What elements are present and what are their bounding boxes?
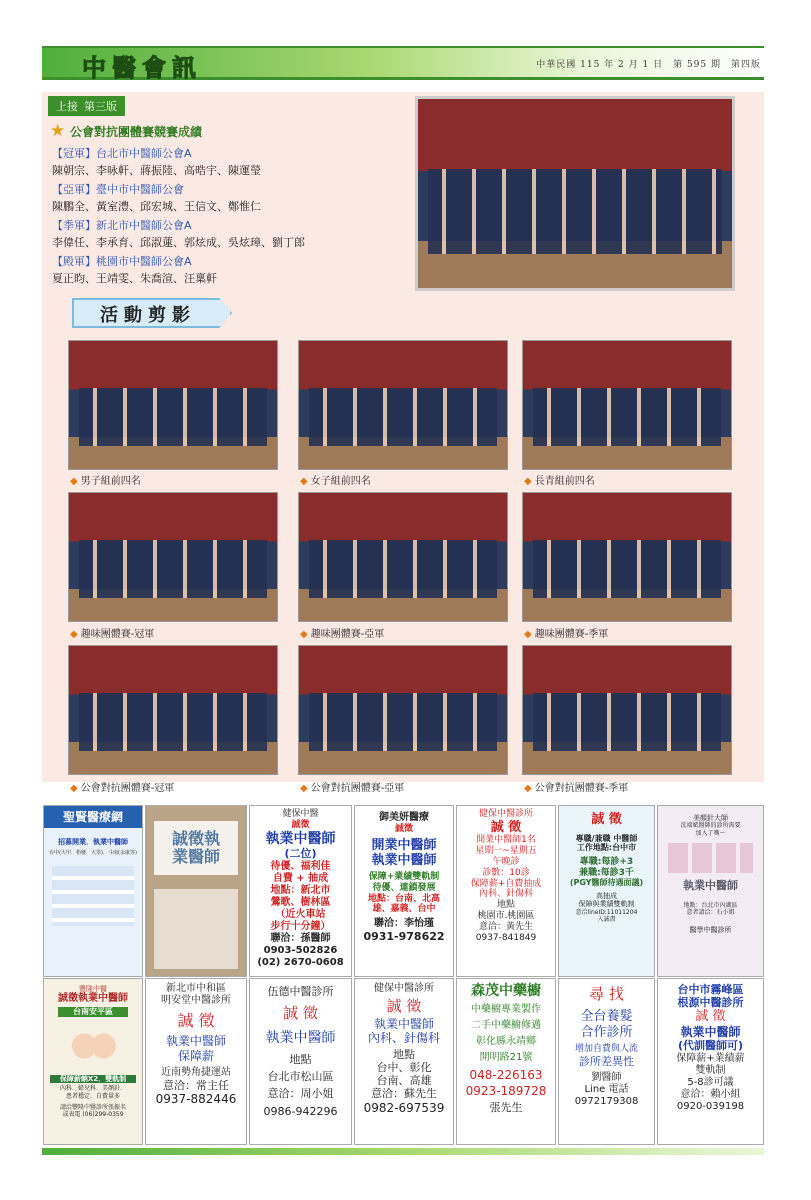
caption-6: ◆ 趣味團體賽-季軍	[524, 629, 609, 640]
ad-yumeiyan: 御美妍醫療 誠徵 開業中醫師 執業中醫師 保障+業績雙軌制 待優、連鎖發展 地點：台南、北高 雄、嘉義、台中 聯洽：李怡瑾 0931-978622	[354, 805, 454, 977]
continued-label: 上接	[56, 100, 78, 113]
photo-senior-top4	[522, 340, 732, 470]
ad-shengxian: 聖賢醫療網 招募開業．執業中醫師 台中(大甲．梧棲．大里)．斗南(永康等)	[43, 805, 143, 977]
footer-band	[42, 1148, 764, 1155]
caption-2: ◆ 女子組前四名	[300, 476, 371, 487]
ad-health-clinic-multi: 健保中醫診所 誠 徵 執業中醫師 內科、針傷科 地點 台中、彰化 台南、高雄 意洽：蘇先生 0982-697539	[354, 978, 454, 1145]
ad-genyuan: 台中市霧峰區 根源中醫診所 誠 徵 執業中醫師 (代訓醫師可) 保障薪+業績薪 雙軌制 5-8診可議 意洽：賴小組 0920-039198	[657, 978, 764, 1145]
caption-4: ◆ 趣味團體賽-冠軍	[70, 629, 155, 640]
photo-fun-third	[522, 492, 732, 622]
group-photo	[415, 96, 735, 291]
issue-info: 中華民國 115 年 2 月 1 日 第 595 期 第四版	[536, 60, 761, 70]
ad-fenglong: 豐隆中醫 誠徵執業中醫師 台南安平區 保障薪餉X2．雙軌制 內科．婦兒科．美顏針． 患者穩定．自費量多 請洽豐隆中醫診所張振名 或表電 (06)299-0359	[43, 978, 143, 1145]
ad-hair-partner: 尋 找 全台養髮 合作診所 增加自費與人流 診所差異性 劉醫師 Line 電話 0972179308	[558, 978, 655, 1145]
ad-wude: 伍德中醫診所 誠 徵 執業中醫師 地點 台北市松山區 意洽：周小姐 0986-942296	[249, 978, 352, 1145]
photo-union-runner-up	[298, 645, 508, 775]
photo-union-champion	[68, 645, 278, 775]
result-fourth: 【殿軍】桃園市中醫師公會A	[52, 255, 192, 268]
caption-9: ◆ 公會對抗團體賽-季軍	[524, 783, 629, 794]
ad-meiyanzhen: 美顏針大師 沈端斌醫師的診所需要 加入了嗎～ 執業中醫師 地點：台北市內湖區 意者請洽：石小姐 醫學中醫診所	[657, 805, 764, 977]
result-third-names: 李偉任、李承育、邱淑蓮、郭炫成、吳炫璋、劉丁郎	[52, 236, 305, 249]
ad-senmao: 森茂中藥櫥 中藥櫥專業製作 二手中藥櫥修邁 彰化縣永靖鄉 開明路21號 048-226163 0923-189728 張先生	[456, 978, 556, 1145]
caption-7: ◆ 公會對抗團體賽-冠軍	[70, 783, 175, 794]
photo-women-top4	[298, 340, 508, 470]
ad-health-clinic-taoyuan: 健保中醫診所 誠 徵 開業中醫師1名 星期一~星期五 午晚診 診數：10診 保障薪+自費抽成 內科、針傷科 地點 桃園市.桃園區 意洽：黃先生 0937-841849	[456, 805, 556, 977]
result-runner-up: 【亞軍】臺中市中醫師公會	[52, 183, 184, 196]
continued-section: 第三版	[84, 100, 117, 113]
ad-minganzhang: 新北市中和區 明安堂中醫診所 誠 徵 執業中醫師 保障薪 近南勢角捷運站 意洽：常主任 0937-882446	[145, 978, 247, 1145]
continued-tag	[48, 96, 125, 116]
caption-8: ◆ 公會對抗團體賽-亞軍	[300, 783, 405, 794]
caption-5: ◆ 趣味團體賽-亞軍	[300, 629, 385, 640]
result-fourth-names: 夏正昀、王靖雯、朱喬渲、汪稟軒	[52, 272, 217, 285]
star-icon: ★	[50, 121, 66, 141]
ad-recruit-doctor: 誠徵執業醫師	[145, 805, 247, 977]
newsletter-title: 中醫會訊	[82, 53, 202, 82]
result-third: 【季軍】新北市中醫師公會A	[52, 219, 192, 232]
activity-title: 活動剪影	[100, 305, 196, 326]
caption-3: ◆ 長青組前四名	[524, 476, 595, 487]
result-champion: 【冠軍】台北市中醫師公會A	[52, 147, 192, 160]
ad-taichung-clinic: 誠 徵 專職/兼職 中醫師 工作地點:台中市 專職:每診+3 兼職:每診3千 (PGY醫師待遇面議) 高抽成 保障與業績雙軌制 意洽lineID:11011204 入誠盡	[558, 805, 655, 977]
photo-men-top4	[68, 340, 278, 470]
ad-health-tcm: 健保中醫 誠徵 執業中醫師 (二位) 待優、福利佳 自費 + 抽成 地點：新北市 鶯歌、樹林區 （近火車站 步行十分鐘） 聯洽：孫醫師 0903-502826 (02) 2670-0608	[249, 805, 352, 977]
result-runner-up-names: 陳鵬全、黃室澧、邱宏城、王信文、鄭惟仁	[52, 200, 261, 213]
photo-fun-runner-up	[298, 492, 508, 622]
result-champion-names: 陳朝宗、李咏軒、蔣振陸、高晧宇、陳運瑩	[52, 164, 261, 177]
caption-1: ◆ 男子組前四名	[70, 476, 141, 487]
results-title: 公會對抗團體賽競賽成績	[70, 125, 203, 139]
photo-union-third	[522, 645, 732, 775]
photo-fun-champion	[68, 492, 278, 622]
